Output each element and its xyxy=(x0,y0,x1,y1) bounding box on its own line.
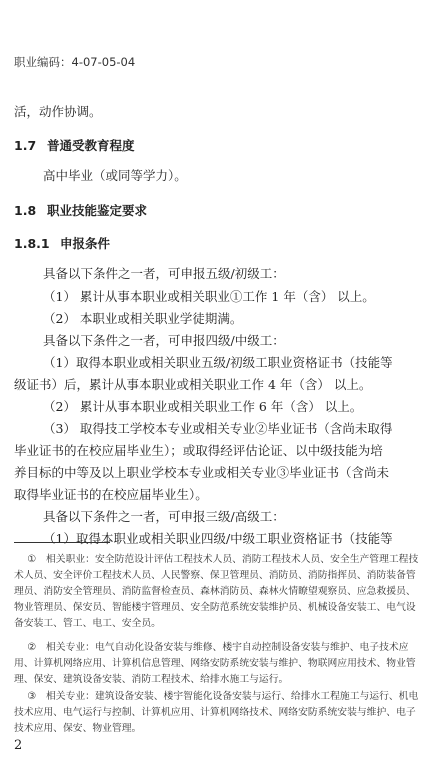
footnote-text: 相关职业：安全防范设计评估工程技术人员、消防工程技术人员、安全生产管理工程技术人员、安全评价工程技术人员、人民警察、保卫管理员、消防员、消防指挥员、消防装备管理员、消防安全管理员、消防监督检查员、森林消防员、森林火情瞭望观察员、应急救援员、物业管理员、保安员、智能楼宇管理员、安全防范系统安装维护员、机械设备安装工、电气设备安装工、管工、电工、安全员。 xyxy=(14,554,419,629)
section-heading-1-7 xyxy=(14,137,135,155)
body-line: 毕业证书的在校应届毕业生）；或取得经评估论证、以中级技能为培 xyxy=(14,443,383,458)
body-line: （1）取得本职业或相关职业四级/中级工职业资格证书（技能等 xyxy=(43,531,393,546)
footnote-text: 相关专业：建筑设备安装、楼宇智能化设备安装与运行、给排水工程施工与运行、机电技术应用、电气运行与控制、计算机应用、计算机网络技术、网络安防系统安装与维护、电子技术应用、保安、物业管理。 xyxy=(14,691,419,734)
footnote-mark: ① xyxy=(27,554,36,565)
footnote-mark: ③ xyxy=(27,691,36,702)
section-title: 普通受教育程度 xyxy=(47,138,135,153)
footnote-2 xyxy=(14,640,423,688)
body-line: 高中毕业（或同等学力）。 xyxy=(43,168,187,183)
footnote-text: 相关专业：电气自动化设备安装与维修、楼宇自动控制设备安装与维护、电子技术应用、计算机网络应用、计算机信息管理、网络安防系统安装与维护、物联网应用技术、物业管理、保安、建筑设备安装、消防工程技术、给排水施工与运行。 xyxy=(14,642,416,685)
body-line: 养目标的中等及以上职业学校本专业或相关专业③毕业证书（含尚未 xyxy=(14,465,390,480)
body-line: 取得毕业证书的在校应届毕业生）。 xyxy=(14,487,208,502)
section-title: 职业技能鉴定要求 xyxy=(47,203,148,218)
footnote-3 xyxy=(14,689,423,737)
occupation-code: 职业编码：4-07-05-04 xyxy=(14,55,136,69)
section-number: 1.7 xyxy=(14,138,37,153)
body-line: （3） 取得技工学校本专业或相关专业②毕业证书（含尚未取得 xyxy=(43,421,393,436)
section-number: 1.8 xyxy=(14,203,37,218)
footnote-divider xyxy=(14,542,110,543)
section-heading-1-8 xyxy=(14,202,147,220)
footnote-1 xyxy=(14,552,423,632)
body-line: 具备以下条件之一者，可申报四级/中级工： xyxy=(43,333,285,348)
body-line: （2） 本职业或相关职业学徒期满。 xyxy=(43,311,243,326)
page-number: 2 xyxy=(14,738,23,753)
body-line: 活，动作协调。 xyxy=(14,104,102,119)
body-line: 级证书）后，累计从事本职业或相关职业工作 4 年（含） 以上。 xyxy=(14,377,372,392)
section-number: 1.8.1 xyxy=(14,236,50,251)
body-line: 具备以下条件之一者，可申报五级/初级工： xyxy=(43,266,285,281)
body-line: 具备以下条件之一者，可申报三级/高级工： xyxy=(43,509,285,524)
body-line: （1）取得本职业或相关职业五级/初级工职业资格证书（技能等 xyxy=(43,355,393,370)
body-line: （1） 累计从事本职业或相关职业①工作 1 年（含） 以上。 xyxy=(43,289,375,304)
body-line: （2） 累计从事本职业或相关职业工作 6 年（含） 以上。 xyxy=(43,399,363,414)
section-heading-1-8-1 xyxy=(14,235,110,253)
section-title: 申报条件 xyxy=(60,236,111,251)
footnote-mark: ② xyxy=(27,642,36,653)
